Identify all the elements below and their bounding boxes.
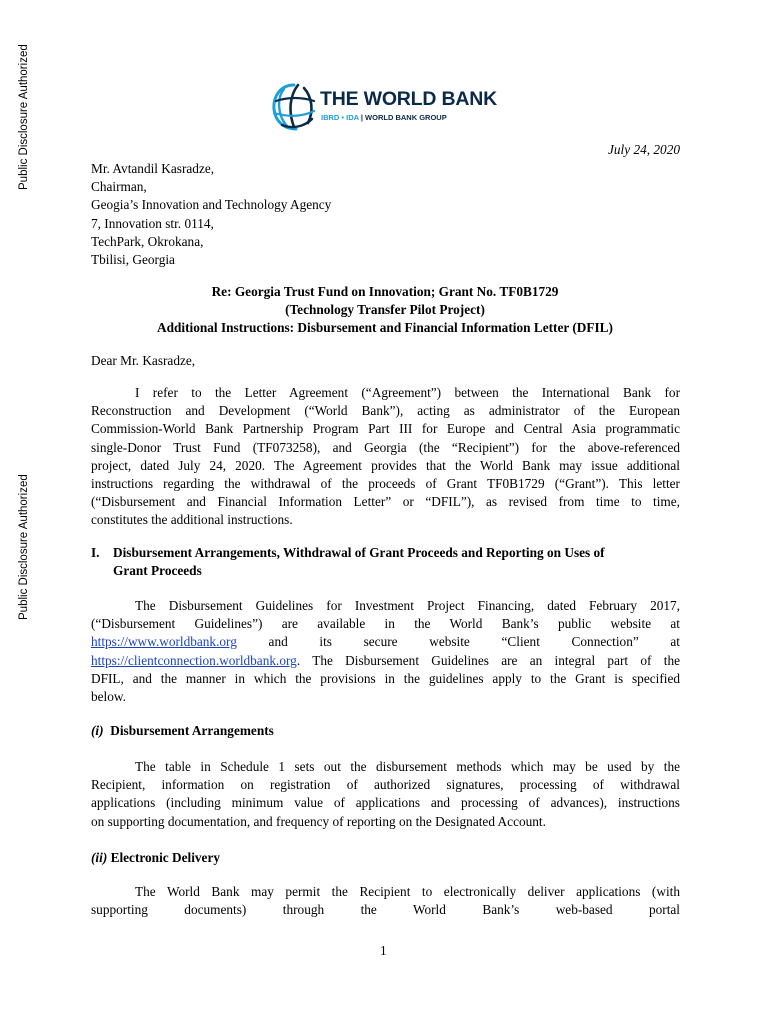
subsection-heading-ii: (ii) Electronic Delivery (91, 850, 220, 865)
section-number: I. (91, 545, 100, 560)
electronic-delivery-paragraph: The World Bank may permit the Recipient to electronically deliver applications (with supporting documents) through the World Bank’s web-based portal (91, 884, 680, 918)
address-line: Tbilisi, Georgia (91, 251, 175, 267)
disclosure-label-middle: Public Disclosure Authorized (18, 474, 30, 620)
address-line: 7, Innovation str. 0114, (91, 215, 214, 231)
intro-paragraph: I refer to the Letter Agreement (“Agreement”) between the International Bank for Reconstruction and Development (“World Bank”), acting as administrator of the European Commission-World Bank Partnership Program Part III for Europe and Central Asia programmatic single-Donor Trust Fund (TF073258), and Georgia (the “Recipient”) for the above-referenced project, dated July 24, 2020. The Agreement provides that the World Bank may issue additional instructions regarding the withdrawal of the proceeds of Grant TF0B1729 (“Grant”). This letter (“Disbursement and Financial Information Letter” or “DFIL”), as revised from time to time, constitutes the additional instructions. (91, 385, 680, 528)
address-line: Chairman, (91, 179, 147, 195)
subject-line: (Technology Transfer Pilot Project) (285, 302, 485, 318)
section-title: Disbursement Arrangements, Withdrawal of Grant Proceeds and Reporting on Uses of Grant Proceeds (113, 545, 605, 579)
subject-line: Additional Instructions: Disbursement and Financial Information Letter (DFIL) (157, 320, 613, 336)
recipient-address (91, 160, 331, 269)
subject-block (90, 283, 680, 338)
globe-icon (270, 81, 318, 133)
logo-wordmark: THE WORLD BANK (320, 88, 498, 110)
disbursement-paragraph: The table in Schedule 1 sets out the disbursement methods which may be used by the Recipient, information on registration of authorized signatures, processing of withdrawal applications (including minimum value of applications and processing of advances), instructions on supporting documentation, and frequency of reporting on the Designated Account. (91, 759, 680, 829)
logo-tagline: IBRD • IDA | WORLD BANK GROUP (321, 113, 447, 122)
subject-line: Re: Georgia Trust Fund on Innovation; Grant No. TF0B1729 (211, 284, 559, 299)
subsection-heading-i: (i) Disbursement Arrangements (91, 723, 274, 738)
address-line: Mr. Avtandil Kasradze, (91, 161, 215, 176)
client-connection-link[interactable]: https://clientconnection.worldbank.org (91, 652, 297, 668)
address-line: Geogia’s Innovation and Technology Agency (91, 197, 332, 213)
page-number: 1 (380, 943, 387, 958)
disclosure-label-top: Public Disclosure Authorized (18, 44, 30, 190)
guidelines-paragraph: The Disbursement Guidelines for Investment Project Financing, dated February 2017, (“Disbursement Guidelines”) are available in the World Bank’s public website at https://www.worldbank.org and its secure website “Client Connection” at https://clientconnection.worldbank.org. The Disbursement Guidelines are an integral part of the DFIL, and the manner in which the provisions in the guidelines apply to the Grant is specified below. (91, 598, 680, 704)
salutation: Dear Mr. Kasradze, (91, 353, 196, 368)
address-line: TechPark, Okrokana, (91, 233, 204, 249)
world-bank-logo (270, 79, 510, 139)
worldbank-link[interactable]: https://www.worldbank.org (91, 634, 237, 650)
letter-date: July 24, 2020 (607, 142, 680, 157)
